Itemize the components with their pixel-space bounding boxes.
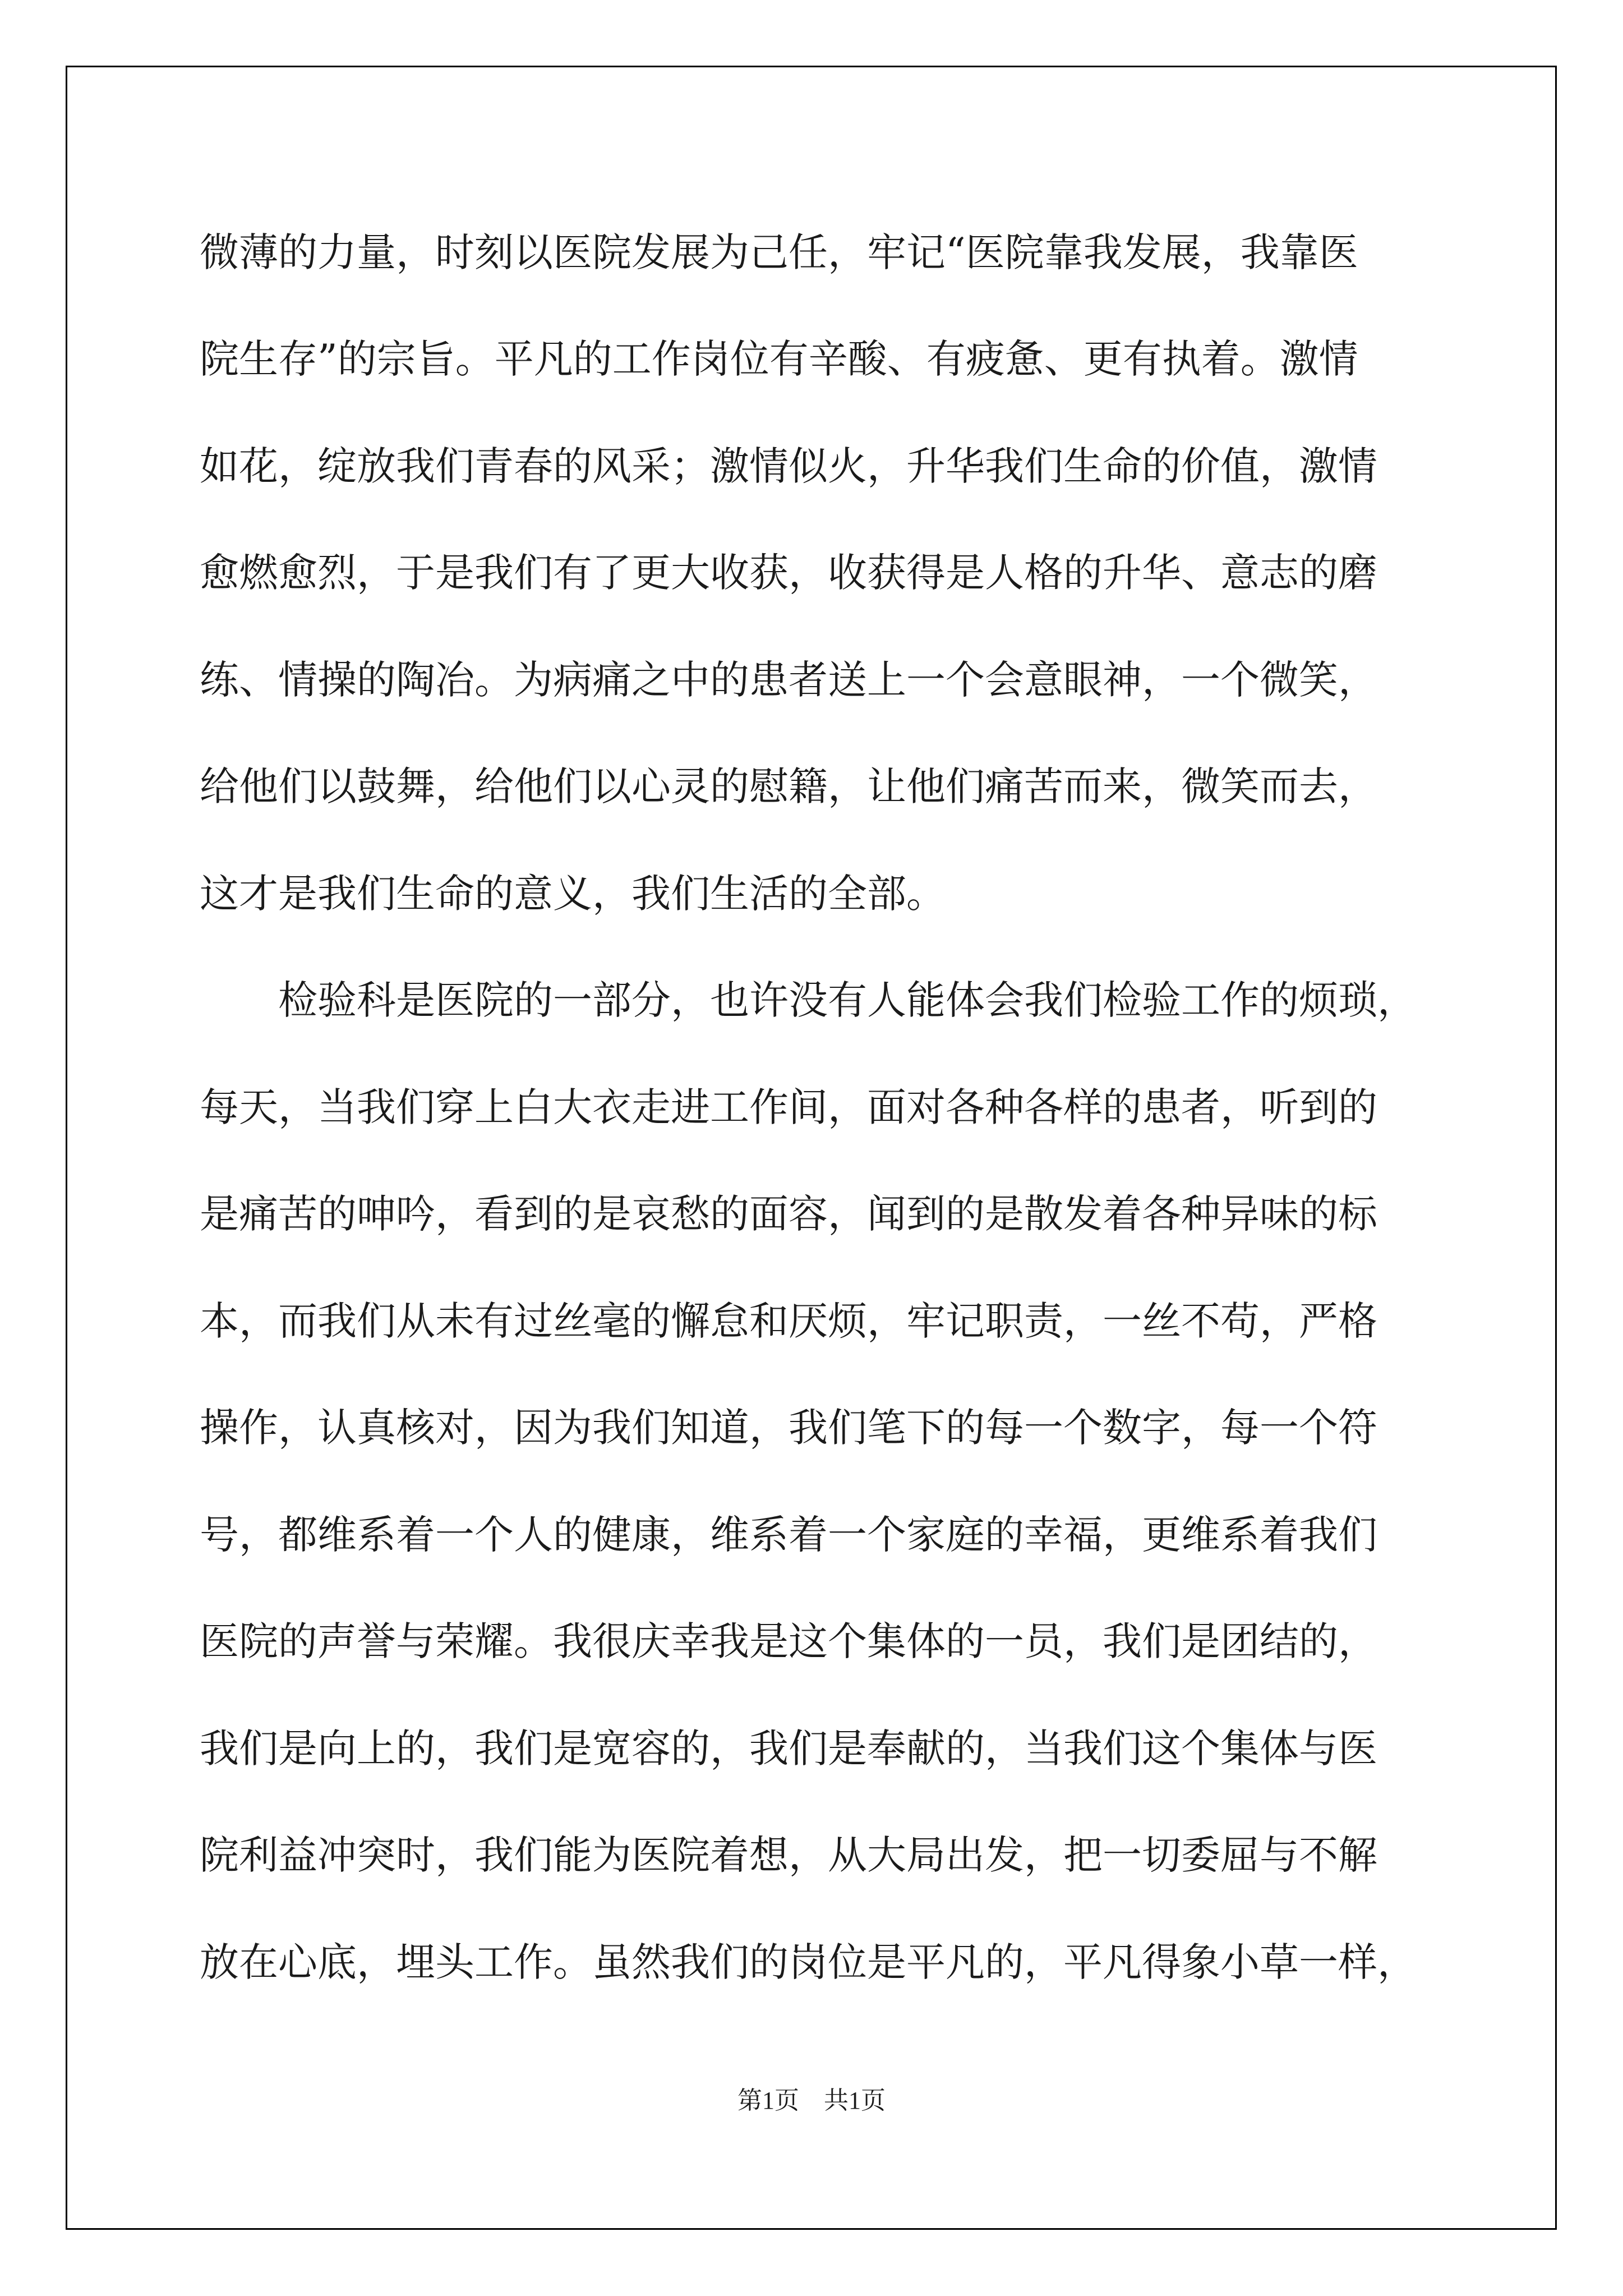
text-line: 如花，绽放我们青春的风采；激情似火，升华我们生命的价值，激情 [200, 443, 1377, 489]
text-line: 是痛苦的呻吟，看到的是哀愁的面容，闻到的是散发着各种异味的标 [200, 1191, 1377, 1237]
text-line: 检验科是医院的一部分，也许没有人能体会我们检验工作的烦琐， [200, 977, 1417, 1023]
text-line: 我们是向上的，我们是宽容的，我们是奉献的，当我们这个集体与医 [200, 1726, 1377, 1772]
text-line: 微薄的力量，时刻以医院发展为己任，牢记“医院靠我发展，我靠医 [200, 229, 1358, 275]
text-line: 操作，认真核对，因为我们知道，我们笔下的每一个数字，每一个符 [200, 1405, 1377, 1451]
text-line: 医院的声誉与荣耀。我很庆幸我是这个集体的一员，我们是团结的， [200, 1618, 1377, 1664]
text-line: 愈燃愈烈，于是我们有了更大收获，收获得是人格的升华、意志的磨 [200, 550, 1377, 596]
text-line: 每天，当我们穿上白大衣走进工作间，面对各种各样的患者，听到的 [200, 1084, 1377, 1130]
text-line: 号，都维系着一个人的健康，维系着一个家庭的幸福，更维系着我们 [200, 1512, 1377, 1558]
text-line: 院利益冲突时，我们能为医院着想，从大局出发，把一切委屈与不解 [200, 1832, 1377, 1878]
text-line: 练、情操的陶冶。为病痛之中的患者送上一个会意眼神，一个微笑， [200, 657, 1377, 703]
text-line: 给他们以鼓舞，给他们以心灵的慰籍，让他们痛苦而来，微笑而去， [200, 763, 1377, 809]
text-line: 这才是我们生命的意义，我们生活的全部。 [200, 871, 946, 917]
text-line: 院生存”的宗旨。平凡的工作岗位有辛酸、有疲惫、更有执着。激情 [200, 336, 1358, 382]
page-footer: 第1页 共1页 [737, 2087, 886, 2114]
text-line: 放在心底，埋头工作。虽然我们的岗位是平凡的，平凡得象小草一样， [200, 1939, 1417, 1985]
text-line: 本，而我们从未有过丝毫的懈怠和厌烦，牢记职责，一丝不苟，严格 [200, 1298, 1377, 1344]
